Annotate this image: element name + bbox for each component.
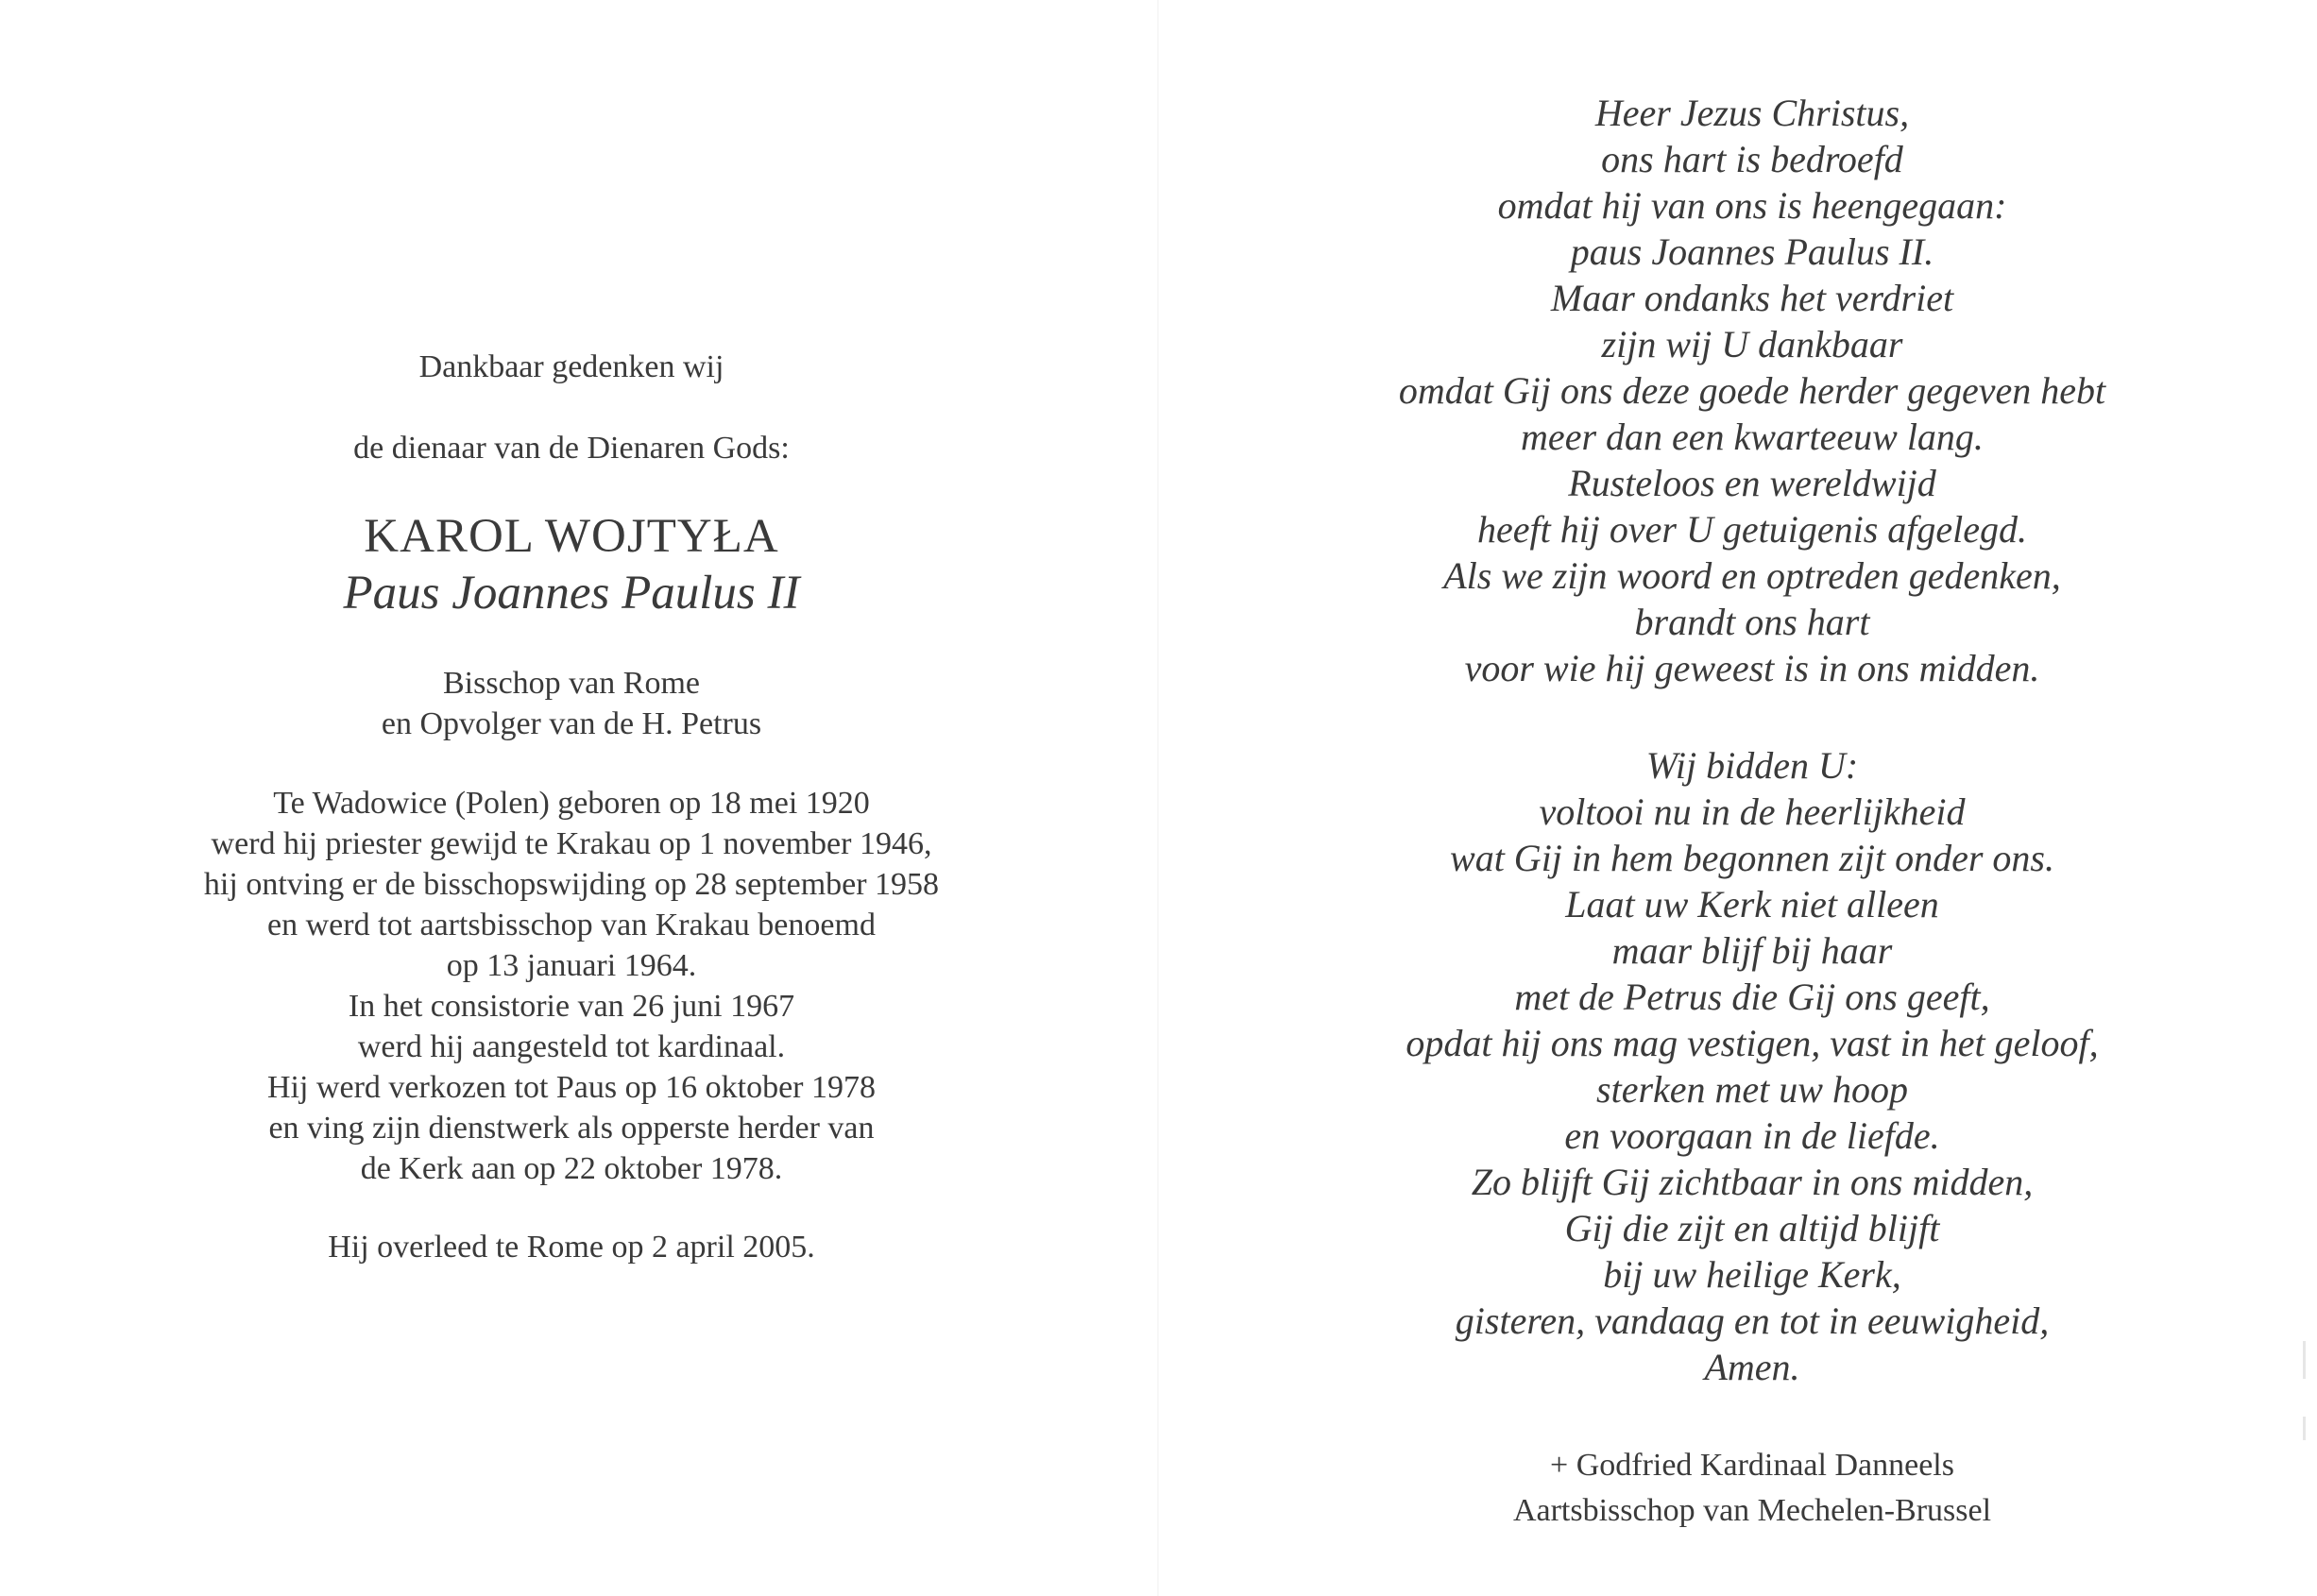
signatory-title: Aartsbisschop van Mechelen-Brussel bbox=[1512, 1493, 1992, 1528]
title-line: Bisschop van Rome bbox=[443, 666, 700, 701]
biography-line: hij ontving er de bisschopswijding op 28 september 1958 bbox=[203, 867, 940, 902]
prayer-stanza-1 bbox=[1285, 90, 2220, 691]
name-block bbox=[57, 508, 1086, 621]
prayer-line: gisteren, vandaag en tot in eeuwigheid, bbox=[1455, 1299, 2050, 1342]
prayer-line: voor wie hij geweest is in ons midden. bbox=[1464, 647, 2040, 689]
biography-line: Hij werd verkozen tot Paus op 16 oktober 1978 bbox=[267, 1070, 876, 1105]
prayer-line: Maar ondanks het verdriet bbox=[1550, 277, 1954, 319]
prayer-line: Gij die zijt en altijd blijft bbox=[1564, 1207, 1940, 1249]
prayer-line: Heer Jezus Christus, bbox=[1594, 92, 1910, 134]
biography-line: op 13 januari 1964. bbox=[446, 948, 697, 983]
deceased-name: KAROL WOJTYŁA bbox=[364, 510, 779, 563]
intro-line-2: de dienaar van de Dienaren Gods: bbox=[353, 431, 790, 466]
biography-line: en werd tot aartsbisschop van Krakau benoemd bbox=[267, 908, 876, 942]
prayer-line: heeft hij over U getuigenis afgelegd. bbox=[1476, 508, 2028, 551]
prayer-line: opdat hij ons mag vestigen, vast in het geloof, bbox=[1406, 1022, 2099, 1064]
prayer-line: meer dan een kwarteeuw lang. bbox=[1521, 416, 1984, 458]
prayer-line: omdat hij van ons is heengegaan: bbox=[1497, 184, 2007, 227]
prayer-line: Laat uw Kerk niet alleen bbox=[1565, 883, 1939, 925]
prayer-stanza-2 bbox=[1285, 742, 2220, 1390]
prayer-line: en voorgaan in de liefde. bbox=[1564, 1114, 1940, 1157]
intro-line-1: Dankbaar gedenken wij bbox=[418, 349, 724, 384]
prayer-line: paus Joannes Paulus II. bbox=[1570, 230, 1934, 273]
biography-line: en ving zijn dienstwerk als opperste herder van bbox=[268, 1111, 875, 1146]
left-page bbox=[0, 0, 1158, 1596]
prayer-line: brandt ons hart bbox=[1634, 601, 1870, 643]
biography-line: werd hij priester gewijd te Krakau op 1 november 1946, bbox=[211, 826, 932, 861]
prayer-line: maar blijf bij haar bbox=[1611, 929, 1893, 972]
papal-name: Paus Joannes Paulus II bbox=[343, 567, 800, 620]
prayer-line: voltooi nu in de heerlijkheid bbox=[1539, 790, 1966, 833]
prayer-line: sterken met uw hoop bbox=[1596, 1068, 1908, 1111]
signature-block bbox=[1285, 1443, 2220, 1534]
biography-line: Te Wadowice (Polen) geboren op 18 mei 1920 bbox=[273, 786, 870, 821]
prayer-line: bij uw heilige Kerk, bbox=[1603, 1253, 1901, 1296]
prayer-line: Amen. bbox=[1704, 1346, 1800, 1388]
prayer-line: Rusteloos en wereldwijd bbox=[1568, 462, 1936, 504]
title-line: en Opvolger van de H. Petrus bbox=[381, 706, 762, 741]
biography-block bbox=[57, 783, 1086, 1189]
death-notice: Hij overleed te Rome op 2 april 2005. bbox=[328, 1230, 815, 1265]
prayer-line: zijn wij U dankbaar bbox=[1601, 323, 1903, 365]
prayer-line: Als we zijn woord en optreden gedenken, bbox=[1443, 554, 2061, 597]
prayer-line: ons hart is bedroefd bbox=[1601, 138, 1903, 180]
biography-line: werd hij aangesteld tot kardinaal. bbox=[357, 1029, 786, 1064]
biography-line: In het consistorie van 26 juni 1967 bbox=[348, 989, 795, 1024]
prayer-line: wat Gij in hem begonnen zijt onder ons. bbox=[1450, 837, 2054, 879]
prayer-line: Wij bidden U: bbox=[1645, 744, 1859, 787]
prayer-line: omdat Gij ons deze goede herder gegeven hebt bbox=[1398, 369, 2106, 412]
prayer-line: Zo blijft Gij zichtbaar in ons midden, bbox=[1471, 1161, 2034, 1203]
signatory-name: + Godfried Kardinaal Danneels bbox=[1550, 1448, 1954, 1483]
titles-block bbox=[57, 663, 1086, 744]
prayer-line: met de Petrus die Gij ons geeft, bbox=[1514, 976, 1990, 1018]
biography-line: de Kerk aan op 22 oktober 1978. bbox=[360, 1151, 783, 1186]
